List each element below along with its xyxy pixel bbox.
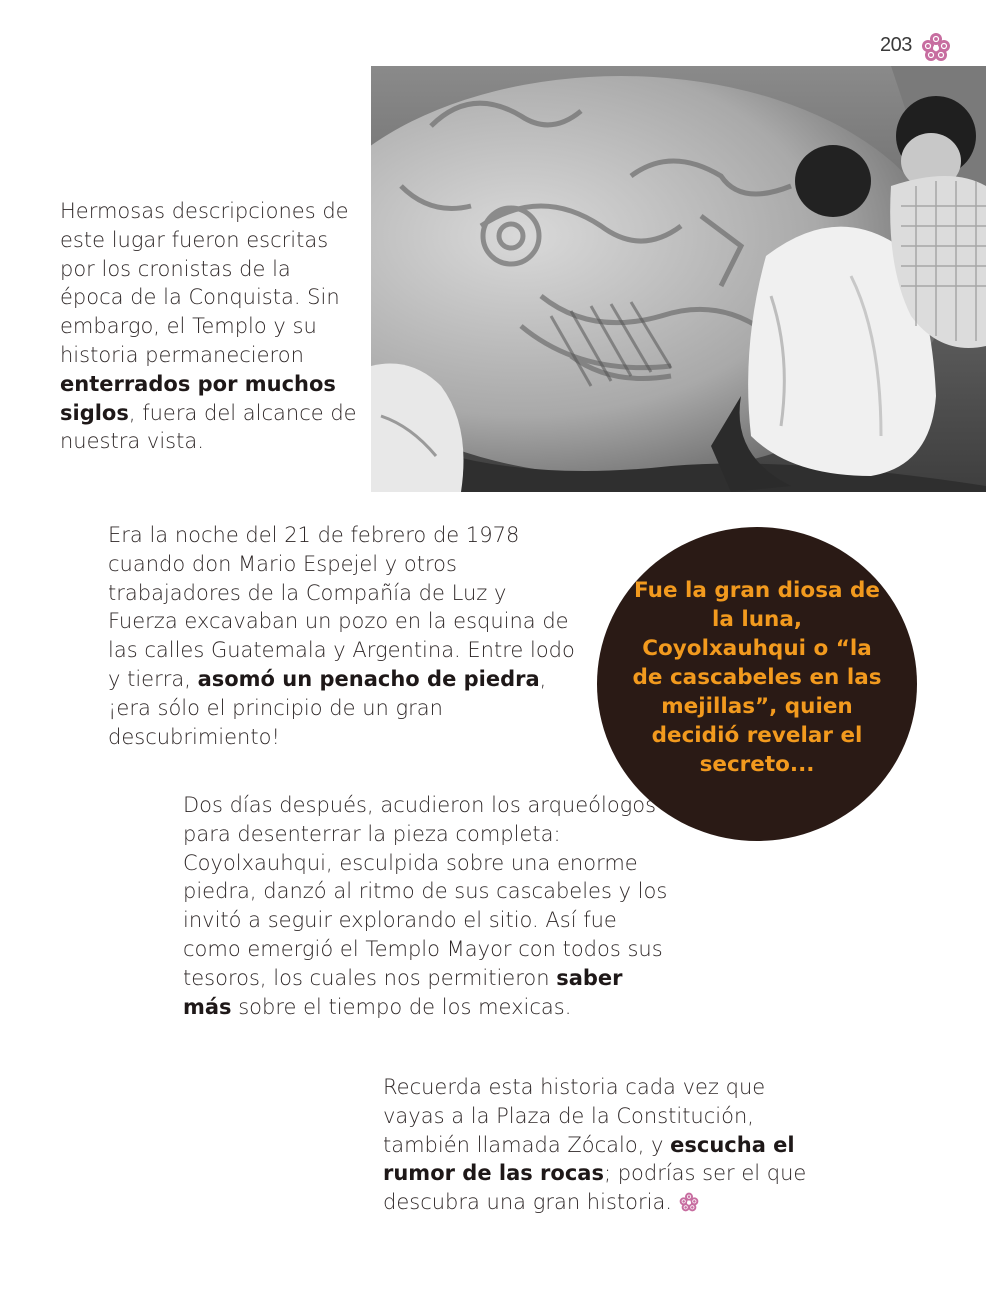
paragraph-archaeologists [183,791,673,1021]
paragraph-emphasis: asomó un penacho de piedra [197,666,540,691]
paragraph-remember [383,1073,833,1217]
paragraph-emphasis: saber más [183,965,623,1019]
paragraph-chroniclers [60,197,360,456]
callout-text: Fue la gran diosa de la luna, Coyolxauhqui o “la de cascabeles en las mejillas”, quien decidió revelar el secreto... [632,577,882,777]
paragraph-text: Dos días después, acudieron los arqueólogos para desenterrar la pieza completa: Coyolxauhqui, esculpida sobre una enorme piedra, danzó al ritmo de sus cascabeles y los invitó a seguir explorando el sitio. Así fue como emergió el Templo Mayor con todos sus tesoros, los cuales nos permitieron [183,793,668,990]
paragraph-text: , ¡era sólo el principio de un gran descubrimiento! [108,666,547,749]
paragraph-text: Hermosas descripciones de este lugar fueron escritas por los cronistas de la época de la Conquista. Sin embargo, el Templo y su historia permanecieron [60,199,349,367]
coyolxauhqui-stone-illustration [371,66,986,492]
paragraph-emphasis: escucha el rumor de las rocas [383,1132,795,1186]
page-number: 203 [880,34,912,56]
excavation-photo [371,66,986,492]
paragraph-text: Recuerda esta historia cada vez que vayas a la Plaza de la Constitución, también llamada Zócalo, y [383,1075,766,1157]
paragraph-discovery-night [108,521,578,751]
flower-end-icon [679,1192,699,1212]
paragraph-text: Era la noche del 21 de febrero de 1978 cuando don Mario Espejel y otros trabajadores de la Compañía de Luz y Fuerza excavaban un pozo en la esquina de las calles Guatemala y Argentina. Entre lodo y tierra, [108,523,575,691]
paragraph-emphasis: enterrados por muchos siglos [60,371,336,425]
paragraph-text: ; podrías ser el que descubra una gran historia. [383,1161,807,1215]
paragraph-text: sobre el tiempo de los mexicas. [231,994,572,1019]
paragraph-text: , fuera del alcance de nuestra vista. [60,400,357,454]
flower-ornament-icon [921,32,951,62]
